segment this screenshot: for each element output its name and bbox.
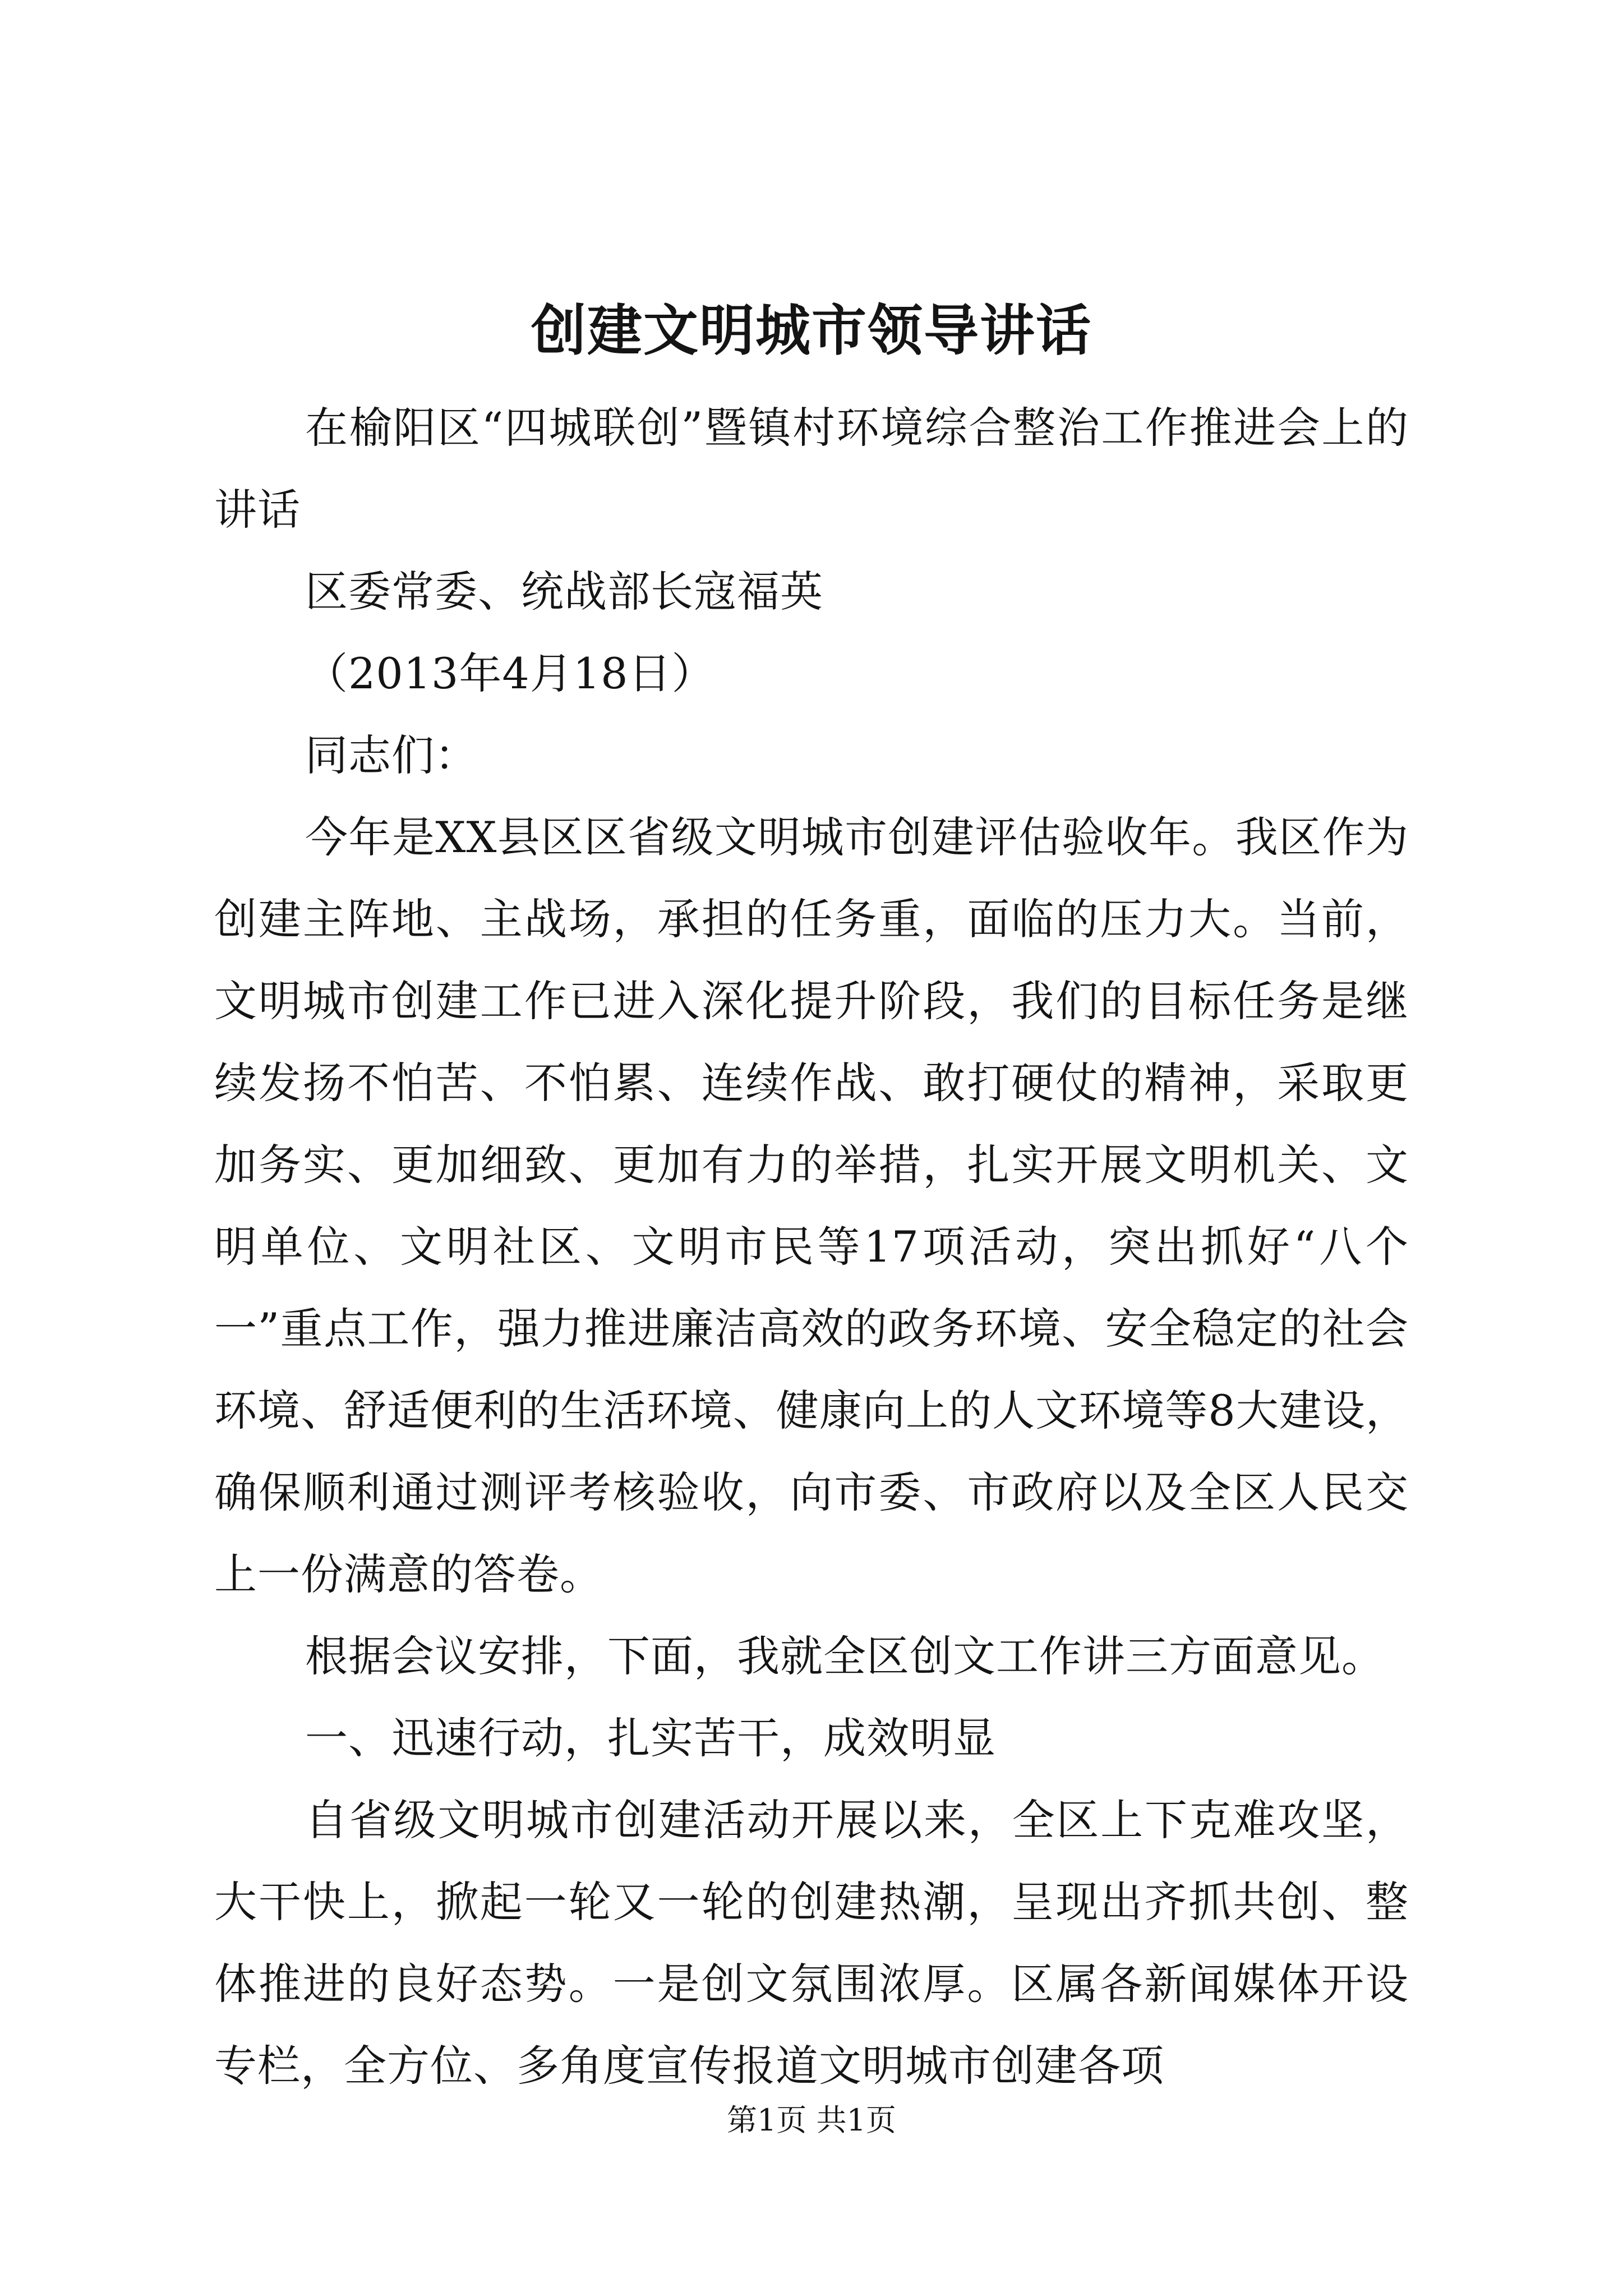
speech-subtitle: 在榆阳区“四城联创”暨镇村环境综合整治工作推进会上的讲话 (214, 403, 1409, 535)
section-heading: 一、迅速行动，扎实苦干，成效明显 (305, 1713, 996, 1763)
page-footer: 第1页 共1页 (727, 2102, 896, 2138)
salutation: 同志们： (305, 730, 478, 780)
document-title: 创建文明城市领导讲话 (531, 298, 1092, 363)
body-paragraph: 今年是XX县区区省级文明城市创建评估验收年。我区作为创建主阵地、主战场，承担的任务重，面临的压力大。当前，文明城市创建工作已进入深化提升阶段，我们的目标任务是继续发扬不怕苦、不怕累、连续作战、敢打硬仗的精神，采取更加务实、更加细致、更加有力的举措，扎实开展文明机关、文明单位、文明社区、文明市民等17项活动，突出抓好“八个一”重点工作，强力推进廉洁高效的政务环境、安全稳定的社会环境、舒适便利的生活环境、健康向上的人文环境等8大建设，确保顺利通过测评考核验收，向市委、市政府以及全区人民交上一份满意的答卷。 (214, 812, 1409, 1599)
document-body (214, 387, 1409, 2107)
speaker-line: 区委常委、统战部长寇福英 (305, 567, 823, 616)
speech-date: （2013年4月18日） (305, 648, 715, 698)
body-paragraph: 自省级文明城市创建活动开展以来，全区上下克难攻坚，大干快上，掀起一轮又一轮的创建热潮，呈现出齐抓共创、整体推进的良好态势。一是创文氛围浓厚。区属各新闻媒体开设专栏，全方位、多角度宣传报道文明城市创建各项 (214, 1795, 1409, 2091)
body-paragraph: 根据会议安排，下面，我就全区创文工作讲三方面意见。 (305, 1631, 1385, 1681)
